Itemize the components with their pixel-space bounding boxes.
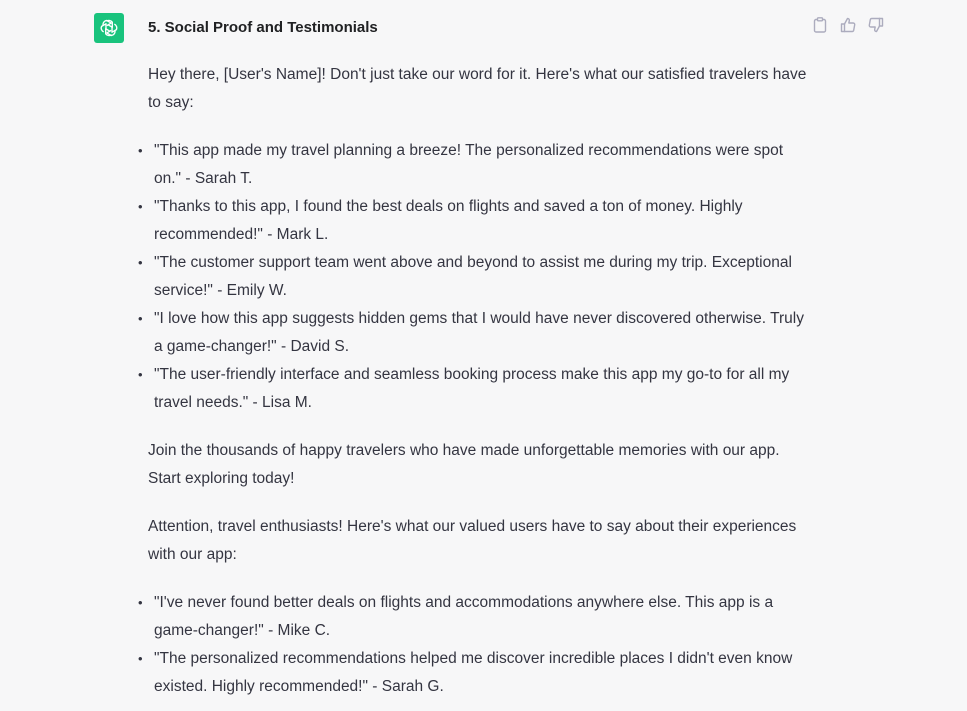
clipboard-icon [813, 17, 827, 33]
list-item [138, 249, 808, 305]
list-item [138, 193, 808, 249]
assistant-avatar [94, 13, 124, 43]
testimonial-text: "I've never found better deals on flights and accommodations anywhere else. This app is a game-changer!" - Mike C. [154, 594, 774, 639]
copy-button[interactable] [812, 16, 828, 34]
message-actions [812, 16, 884, 34]
second-intro-paragraph: Attention, travel enthusiasts! Here's what our valued users have to say about their experiences with our app: [148, 518, 797, 563]
closing-paragraph: Join the thousands of happy travelers who have made unforgettable memories with our app. Start exploring today! [148, 442, 780, 487]
bullet-icon: • [138, 595, 143, 610]
testimonial-text: "The user-friendly interface and seamless booking process make this app my go-to for all my travel needs." - Lisa M. [154, 366, 790, 411]
testimonial-text: "The personalized recommendations helped me discover incredible places I didn't even know existed. Highly recommended!" - Sarah G. [154, 650, 793, 695]
list-item [138, 645, 808, 701]
list-item [138, 305, 808, 361]
intro-paragraph: Hey there, [User's Name]! Don't just take our word for it. Here's what our satisfied travelers have to say: [148, 66, 807, 111]
thumbs-down-icon [868, 17, 884, 33]
testimonial-text: "This app made my travel planning a breeze! The personalized recommendations were spot on." - Sarah T. [154, 142, 783, 187]
bullet-icon: • [138, 367, 143, 382]
testimonial-text: "The customer support team went above and beyond to assist me during my trip. Exceptional service!" - Emily W. [154, 254, 792, 299]
section-heading: 5. Social Proof and Testimonials [148, 19, 378, 36]
thumbs-up-button[interactable] [840, 16, 856, 34]
testimonial-text: "I love how this app suggests hidden gems that I would have never discovered otherwise. Truly a game-changer!" - David S. [154, 310, 804, 355]
list-item [138, 361, 808, 417]
openai-logo-icon [98, 17, 120, 39]
thumbs-down-button[interactable] [868, 16, 884, 34]
bullet-icon: • [138, 199, 143, 214]
testimonials-list-2 [138, 589, 808, 701]
testimonials-list-1 [138, 137, 808, 417]
bullet-icon: • [138, 143, 143, 158]
bullet-icon: • [138, 311, 143, 326]
bullet-icon: • [138, 255, 143, 270]
bullet-icon: • [138, 651, 143, 666]
list-item [138, 589, 808, 645]
testimonial-text: "Thanks to this app, I found the best deals on flights and saved a ton of money. Highly recommended!" - Mark L. [154, 198, 743, 243]
list-item [138, 137, 808, 193]
thumbs-up-icon [840, 17, 856, 33]
